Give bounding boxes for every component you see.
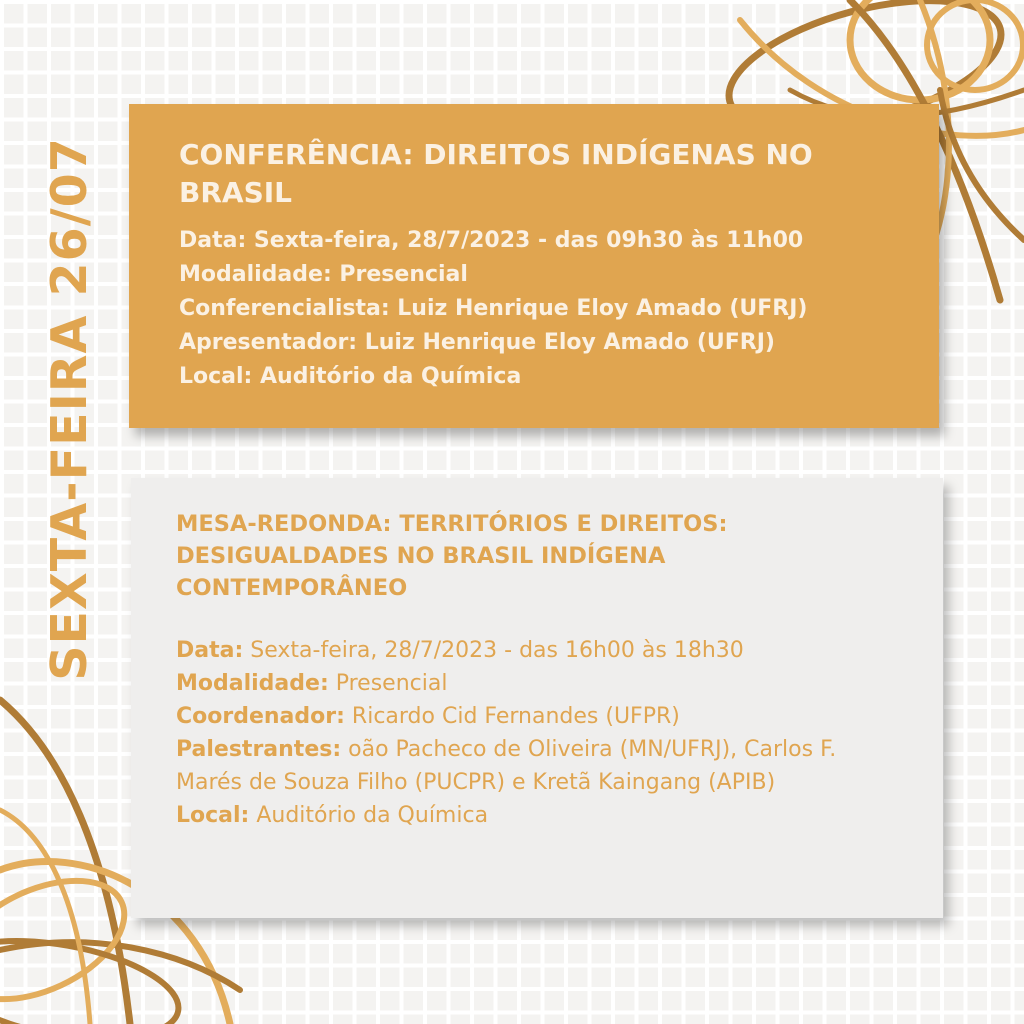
mode-value: Presencial <box>328 671 448 696</box>
round-table-details <box>176 634 903 832</box>
date-heading: SEXTA-FEIRA 26/07 <box>41 137 98 681</box>
round-table-mode <box>176 667 903 700</box>
conference-details <box>179 224 899 394</box>
conference-mode: Modalidade: Presencial <box>179 262 468 287</box>
conference-speaker: Conferencialista: Luiz Henrique Eloy Amado (UFRJ) <box>179 296 808 321</box>
speakers-label: Palestrantes: <box>176 737 342 762</box>
mode-label: Modalidade: <box>176 671 329 696</box>
location-value: Auditório da Química <box>249 803 489 828</box>
conference-presenter: Apresentador: Luiz Henrique Eloy Amado (UFRJ) <box>179 330 775 355</box>
speakers-value: oão Pacheco de Oliveira (MN/UFRJ), Carlos F. Marés de Souza Filho (PUCPR) e Kretã Kaingang (APIB) <box>176 737 837 795</box>
conference-date: Data: Sexta-feira, 28/7/2023 - das 09h30 às 11h00 <box>179 228 804 253</box>
date-label: Data: <box>176 638 244 663</box>
round-table-location <box>176 799 903 832</box>
location-label: Local: <box>176 803 250 828</box>
conference-card <box>129 104 939 428</box>
round-table-speakers <box>176 733 903 799</box>
round-table-card <box>131 478 943 918</box>
round-table-coordinator <box>176 700 903 733</box>
conference-title: CONFERÊNCIA: DIREITOS INDÍGENAS NO BRASIL <box>179 138 813 209</box>
coordinator-value: Ricardo Cid Fernandes (UFPR) <box>344 704 680 729</box>
date-value: Sexta-feira, 28/7/2023 - das 16h00 às 18h30 <box>243 638 744 663</box>
round-table-title: MESA-REDONDA: TERRITÓRIOS E DIREITOS: DESIGUALDADES NO BRASIL INDÍGENA CONTEMPORÂNEO <box>176 511 728 601</box>
round-table-date <box>176 634 903 667</box>
conference-location: Local: Auditório da Química <box>179 364 522 389</box>
coordinator-label: Coordenador: <box>176 704 345 729</box>
